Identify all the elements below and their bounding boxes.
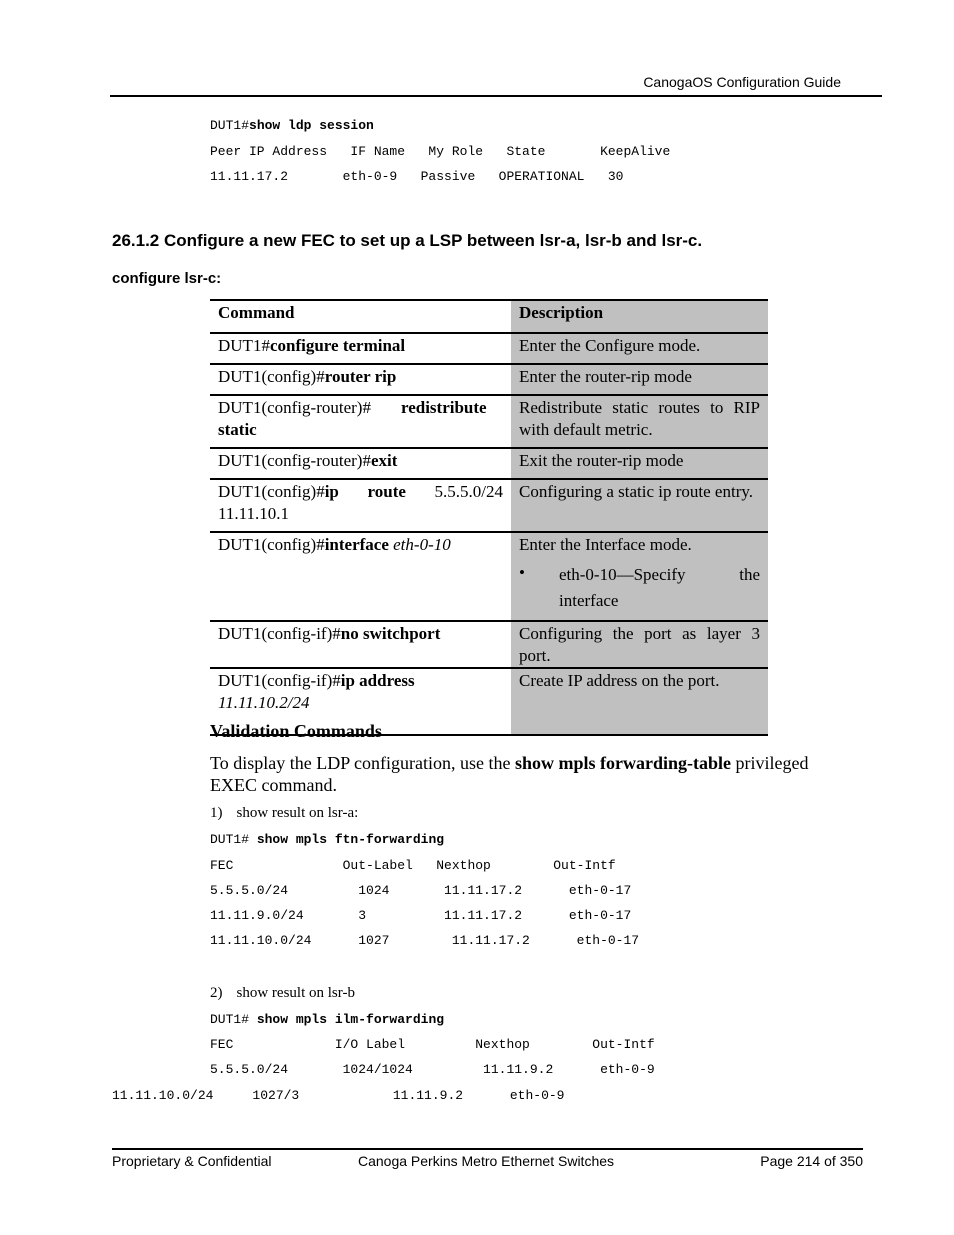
validation-paragraph bbox=[210, 752, 850, 796]
command-keyword: no switchport bbox=[340, 624, 441, 643]
command-keyword: exit bbox=[370, 451, 398, 470]
lsr-b-header: FEC I/O Label Nexthop Out-Intf bbox=[210, 1037, 655, 1052]
lsr-a-row: 11.11.10.0/24 1027 11.11.17.2 eth-0-17 bbox=[210, 933, 640, 948]
description-cell: Enter the router-rip mode bbox=[511, 364, 768, 395]
sub-heading: configure lsr-c: bbox=[112, 270, 222, 287]
footer-left: Proprietary & Confidential bbox=[112, 1153, 272, 1169]
column-header-command: Command bbox=[218, 303, 295, 322]
command-prefix: DUT1(config-router)# bbox=[218, 398, 371, 417]
description-cell: Configuring a static ip route entry. bbox=[511, 479, 768, 532]
command-keyword-ip: ip address bbox=[340, 671, 415, 690]
command-keyword: router rip bbox=[324, 367, 397, 386]
command-prefix: DUT1(config)# bbox=[218, 367, 325, 386]
step-number: 2) bbox=[210, 985, 223, 1001]
description-cell: Exit the router-rip mode bbox=[511, 448, 768, 479]
table-row bbox=[210, 395, 768, 448]
table-row bbox=[210, 364, 768, 395]
cli-command: show ldp session bbox=[249, 118, 374, 133]
running-header: CanogaOS Configuration Guide bbox=[643, 74, 841, 90]
lsr-a-row: 5.5.5.0/24 1024 11.11.17.2 eth-0-17 bbox=[210, 883, 632, 898]
step-number: 1) bbox=[210, 805, 223, 821]
command-prefix: DUT1(config-if)# bbox=[218, 671, 341, 690]
description-text: Enter the Interface mode. bbox=[519, 535, 692, 554]
column-header-description: Description bbox=[511, 300, 768, 333]
step-text: show result on lsr-a: bbox=[236, 805, 359, 821]
command-cell bbox=[210, 448, 511, 479]
lsr-a-row: 11.11.9.0/24 3 11.11.17.2 eth-0-17 bbox=[210, 908, 632, 923]
command-keyword: interface bbox=[324, 535, 389, 554]
table-row bbox=[210, 532, 768, 621]
footer-center: Canoga Perkins Metro Ethernet Switches bbox=[358, 1153, 615, 1169]
command-cell bbox=[210, 532, 511, 621]
table-row bbox=[210, 479, 768, 532]
command-prefix: DUT1(config)# bbox=[218, 535, 325, 554]
footer-page-number: Page 214 of 350 bbox=[760, 1153, 863, 1169]
cli-prompt: DUT1# bbox=[210, 832, 257, 847]
cli-prompt: DUT1# bbox=[210, 118, 250, 133]
command-argument: 5.5.5.0/24 11.11.10.1 bbox=[218, 482, 504, 523]
command-keyword: redistribute static bbox=[218, 398, 487, 439]
command-prefix: DUT1# bbox=[218, 336, 270, 355]
description-cell: Redistribute static routes to RIP with default metric. bbox=[511, 395, 768, 448]
command-cell bbox=[210, 333, 511, 364]
step-lsr-b bbox=[210, 985, 355, 1002]
lsr-b-row: 11.11.10.0/24 1027/3 11.11.9.2 eth-0-9 bbox=[112, 1088, 565, 1103]
command-prefix: DUT1(config-if)# bbox=[218, 624, 341, 643]
ldp-session-row: 11.11.17.2 eth-0-9 Passive OPERATIONAL 30 bbox=[210, 169, 624, 184]
lsr-b-row: 5.5.5.0/24 1024/1024 11.11.9.2 eth-0-9 bbox=[210, 1062, 655, 1077]
bullet-glyph: • bbox=[519, 563, 525, 582]
lsr-a-command bbox=[210, 832, 444, 847]
table-row bbox=[210, 448, 768, 479]
bullet-text: eth-0-10—Specify the interface bbox=[559, 565, 760, 610]
command-prefix: DUT1(config)# bbox=[218, 482, 325, 501]
footer-rule bbox=[112, 1148, 863, 1150]
command-cell bbox=[210, 479, 511, 532]
cli-command: show mpls ilm-forwarding bbox=[256, 1012, 445, 1027]
description-cell bbox=[511, 532, 768, 621]
command-argument: eth-0-10 bbox=[393, 535, 451, 554]
command-cell bbox=[210, 621, 511, 668]
description-cell: Create IP address on the port. bbox=[511, 668, 768, 735]
command-cell bbox=[210, 395, 511, 448]
para-text: To display the LDP configuration, use the bbox=[210, 753, 516, 773]
command-keyword: ip route bbox=[324, 482, 406, 501]
description-cell: Enter the Configure mode. bbox=[511, 333, 768, 364]
para-command: show mpls forwarding-table bbox=[515, 753, 732, 773]
description-cell: Configuring the port as layer 3 port. bbox=[511, 621, 768, 668]
table-row bbox=[210, 333, 768, 364]
para-text: privileged EXEC command. bbox=[210, 753, 809, 795]
command-keyword: configure terminal bbox=[269, 336, 406, 355]
lsr-a-header: FEC Out-Label Nexthop Out-Intf bbox=[210, 858, 616, 873]
command-table bbox=[210, 299, 768, 736]
lsr-b-command bbox=[210, 1012, 444, 1027]
step-text: show result on lsr-b bbox=[236, 985, 355, 1001]
bullet-item bbox=[519, 562, 760, 614]
command-prefix: DUT1(config-router)# bbox=[218, 451, 371, 470]
ldp-session-header: Peer IP Address IF Name My Role State KeepAlive bbox=[210, 144, 671, 159]
section-heading: 26.1.2 Configure a new FEC to set up a LSP between lsr-a, lsr-b and lsr-c. bbox=[112, 231, 703, 250]
table-row bbox=[210, 621, 768, 668]
validation-heading: Validation Commands bbox=[210, 721, 382, 741]
ldp-session-command bbox=[210, 118, 374, 133]
table-header-row bbox=[210, 300, 768, 333]
header-rule bbox=[110, 95, 882, 97]
command-cell bbox=[210, 364, 511, 395]
cli-prompt: DUT1# bbox=[210, 1012, 257, 1027]
command-argument: 11.11.10.2/24 bbox=[218, 693, 310, 712]
step-lsr-a bbox=[210, 805, 358, 822]
cli-command: show mpls ftn-forwarding bbox=[256, 832, 445, 847]
